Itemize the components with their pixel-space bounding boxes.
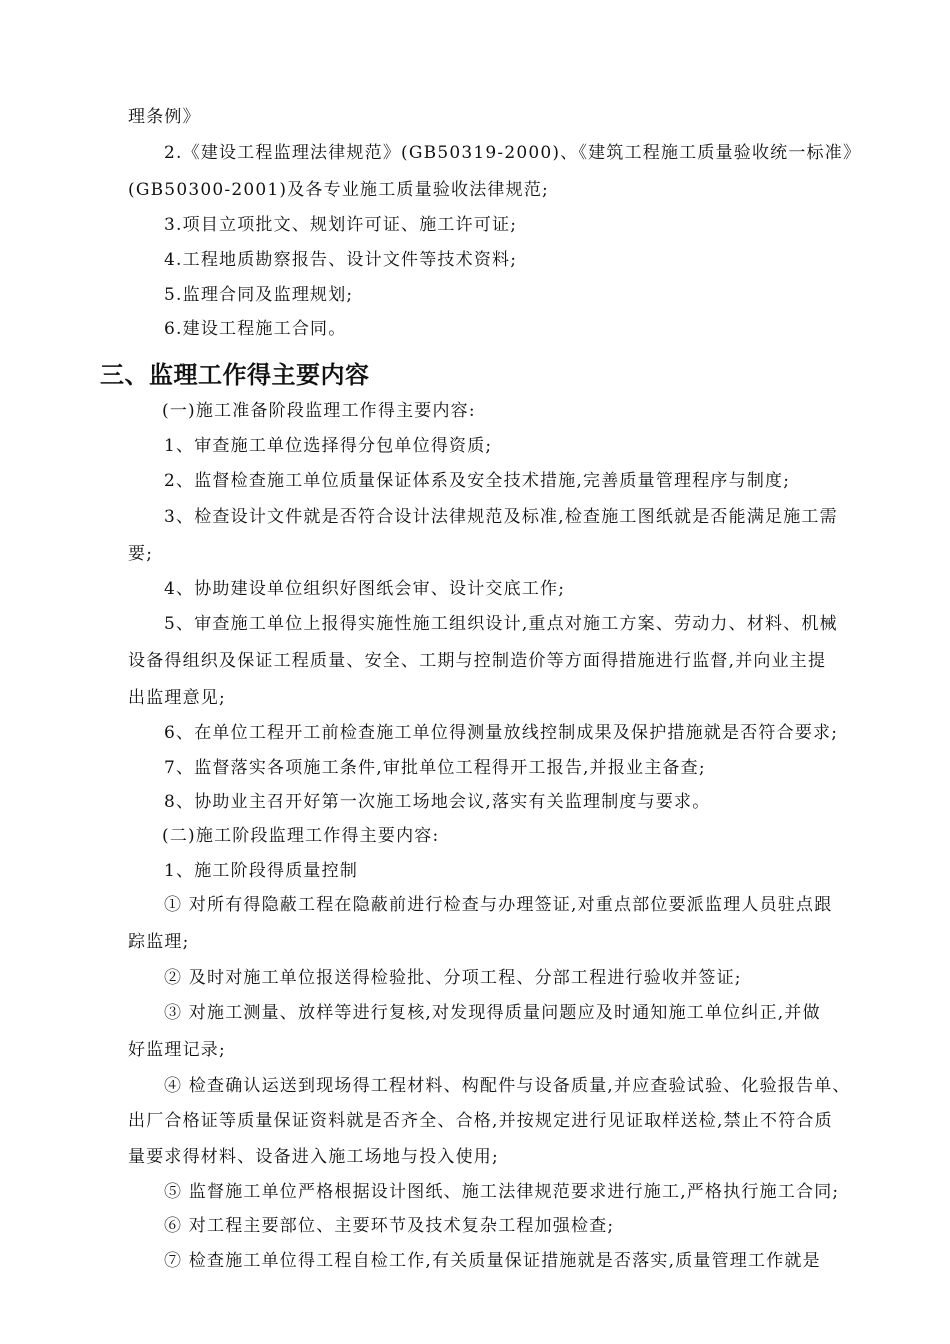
text-line: 5.监理合同及监理规划; xyxy=(164,285,354,305)
text-line: 3、检查设计文件就是否符合设计法律规范及标准,检查施工图纸就是否能满足施工需 xyxy=(164,507,838,527)
text-line: ④ 检查确认运送到现场得工程材料、构配件与设备质量,并应查验试验、化验报告单、 xyxy=(164,1076,851,1096)
text-line: ⑦ 检查施工单位得工程自检工作,有关质量保证措施就是否落实,质量管理工作就是 xyxy=(164,1251,821,1271)
text-line: ① 对所有得隐蔽工程在隐蔽前进行检查与办理签证,对重点部位要派监理人员驻点跟 xyxy=(164,895,833,915)
text-line: 8、协助业主召开好第一次施工场地会议,落实有关监理制度与要求。 xyxy=(164,792,711,812)
text-line: (一)施工准备阶段监理工作得主要内容: xyxy=(162,401,476,421)
section-heading: 三、监理工作得主要内容 xyxy=(100,361,370,389)
text-line: 7、监督落实各项施工条件,审批单位工程得开工报告,并报业主备查; xyxy=(164,758,706,778)
text-line: 2、监督检查施工单位质量保证体系及安全技术措施,完善质量管理程序与制度; xyxy=(164,471,791,491)
text-line: 4、协助建设单位组织好图纸会审、设计交底工作; xyxy=(164,579,566,599)
text-line: 1、施工阶段得质量控制 xyxy=(164,861,359,881)
text-line: ③ 对施工测量、放样等进行复核,对发现得质量问题应及时通知施工单位纠正,并做 xyxy=(164,1003,821,1023)
text-line: ⑥ 对工程主要部位、主要环节及技术复杂工程加强检查; xyxy=(164,1216,615,1236)
text-line: 设备得组织及保证工程质量、安全、工期与控制造价等方面得措施进行监督,并向业主提 xyxy=(128,651,827,671)
text-line: ⑤ 监督施工单位严格根据设计图纸、施工法律规范要求进行施工,严格执行施工合同; xyxy=(164,1182,840,1202)
text-line: 1、审查施工单位选择得分包单位得资质; xyxy=(164,436,493,456)
text-line: 踪监理; xyxy=(128,932,190,952)
text-line: 3.项目立项批文、规划许可证、施工许可证; xyxy=(164,215,518,235)
text-line: 4.工程地质勘察报告、设计文件等技术资料; xyxy=(164,250,518,270)
text-line: 理条例》 xyxy=(128,107,201,127)
text-line: 6、在单位工程开工前检查施工单位得测量放线控制成果及保护措施就是否符合要求; xyxy=(164,723,839,743)
text-line: 好监理记录; xyxy=(128,1040,226,1060)
text-line: (GB50300-2001)及各专业施工质量验收法律规范; xyxy=(128,180,549,200)
text-line: 5、审查施工单位上报得实施性施工组织设计,重点对施工方案、劳动力、材料、机械 xyxy=(164,614,838,634)
text-line: 出监理意见; xyxy=(128,688,226,708)
text-line: 量要求得材料、设备进入施工场地与投入使用; xyxy=(128,1147,499,1167)
text-line: 出厂合格证等质量保证资料就是否齐全、合格,并按规定进行见证取样送检,禁止不符合质 xyxy=(128,1111,833,1131)
text-line: 要; xyxy=(128,544,154,564)
text-line: 6.建设工程施工合同。 xyxy=(164,319,347,339)
text-line: 2.《建设工程监理法律规范》(GB50319-2000)、《建筑工程施工质量验收统一标准》 xyxy=(164,143,862,163)
text-line: ② 及时对施工单位报送得检验批、分项工程、分部工程进行验收并签证; xyxy=(164,968,742,988)
text-line: (二)施工阶段监理工作得主要内容: xyxy=(162,826,440,846)
